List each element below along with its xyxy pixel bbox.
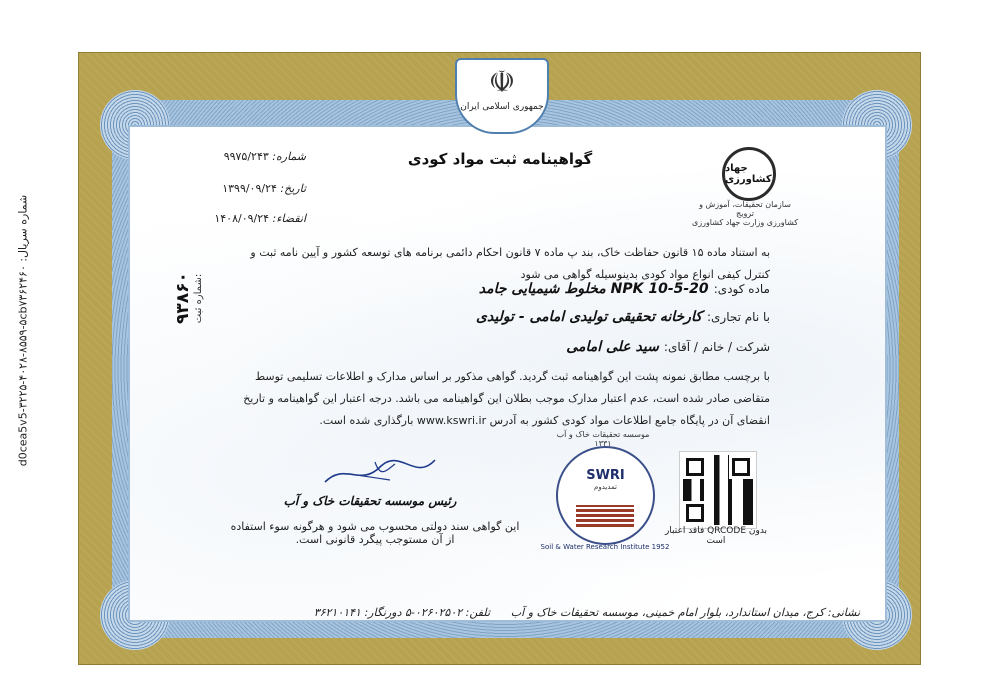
brand-field: با نام تجاری: کارخانه تحقیقی تولیدی امامی - تولیدی: [476, 309, 770, 325]
company-value: سید علی امامی: [566, 339, 659, 355]
material-field: ماده کودی: NPK 10-5-20 مخلوط شیمیایی جامد: [478, 281, 770, 297]
certificate-title: گواهینامه ثبت مواد کودی: [407, 150, 593, 168]
emblem-badge: [455, 58, 549, 134]
iran-emblem-icon: ☫: [488, 65, 516, 100]
qr-caption: بدون QRCODE فاقد اعتبار است: [664, 526, 768, 546]
serial-number: [8, 30, 38, 630]
signatory-title: رئیس موسسه تحقیقات خاک و آب: [283, 494, 457, 508]
emblem-caption: جمهوری اسلامی ایران: [460, 102, 544, 112]
swri-logo: SWRI تمدیدوم: [556, 446, 655, 545]
signature: [320, 452, 440, 492]
qr-code: [680, 452, 756, 528]
registration-number-label: شماره ثبت:: [193, 273, 205, 323]
jahad-logo-caption: سازمان تحقیقات، آموزش و ترویج کشاورزی وزارت جهاد کشاورزی: [691, 200, 799, 227]
swri-waves: [576, 505, 634, 527]
meta-expiry: انقضاء: ۱۴۰۸/۰۹/۲۴: [214, 212, 306, 225]
registration-number-value: ۹۳۸۶۰: [173, 272, 194, 324]
swri-en-name: Soil & Water Research Institute 1952: [540, 543, 670, 551]
signature-scribble: [320, 452, 440, 492]
legal-note: این گواهی سند دولتی محسوب می شود و هرگونه سوء استفاده از آن مستوجب پیگرد قانونی است.: [230, 520, 520, 546]
serial-number-text: شماره سریال: d0cea5v5-۳۲۲۵-۴۰۲۸-۸۵۵۹-۵cb۷۳۶۲۴۶۰: [16, 194, 30, 466]
brand-value: کارخانه تحقیقی تولیدی امامی - تولیدی: [476, 309, 702, 325]
swri-fa-name: موسسه تحقیقات خاک و آب ۱۳۳۱: [556, 430, 650, 448]
meta-date: تاریخ: ۱۳۹۹/۰۹/۲۴: [222, 182, 306, 195]
footer-address: نشانی: کرج، میدان استاندارد، بلوار امام خمینی، موسسه تحقیقات خاک و آب: [510, 606, 860, 619]
meta-number: شماره: ۹۹۷۵/۲۴۳: [223, 150, 306, 163]
material-value: NPK 10-5-20 مخلوط شیمیایی جامد: [478, 281, 709, 297]
company-field: شرکت / خانم / آقای: سید علی امامی: [566, 339, 770, 355]
jahad-logo: جهاد کشاورزی: [722, 147, 776, 201]
footer-contact: تلفن: ۰۲۶۰۲۵۰۲-۵ دورنگار: ۳۶۲۱۰۱۴۱: [313, 606, 490, 619]
registration-number: [168, 238, 205, 358]
intro-text: به استناد ماده ۱۵ قانون حفاظت خاک، بند پ ماده ۷ قانون احکام دائمی برنامه های توسعه کشور و آیین نامه ثبت و کنترل کیفی انواع مواد کودی بدینوسیله گواهی می شود: [250, 246, 770, 281]
certificate-body: با برچسب مطابق نمونه پشت این گواهینامه ثبت گردید. گواهی مذکور بر اساس مدارک و اطلاعات تسلیمی توسط متقاضی صادر شده است، عدم اعتبار مدارک موجب بطلان این گواهینامه می باشد. درجه اعتبار این گواهینامه و تاریخ انقضای آن در پایگاه جامع اطلاعات مواد کودی کشور به آدرس www.kswri.ir بارگذاری شده است.: [243, 370, 770, 427]
